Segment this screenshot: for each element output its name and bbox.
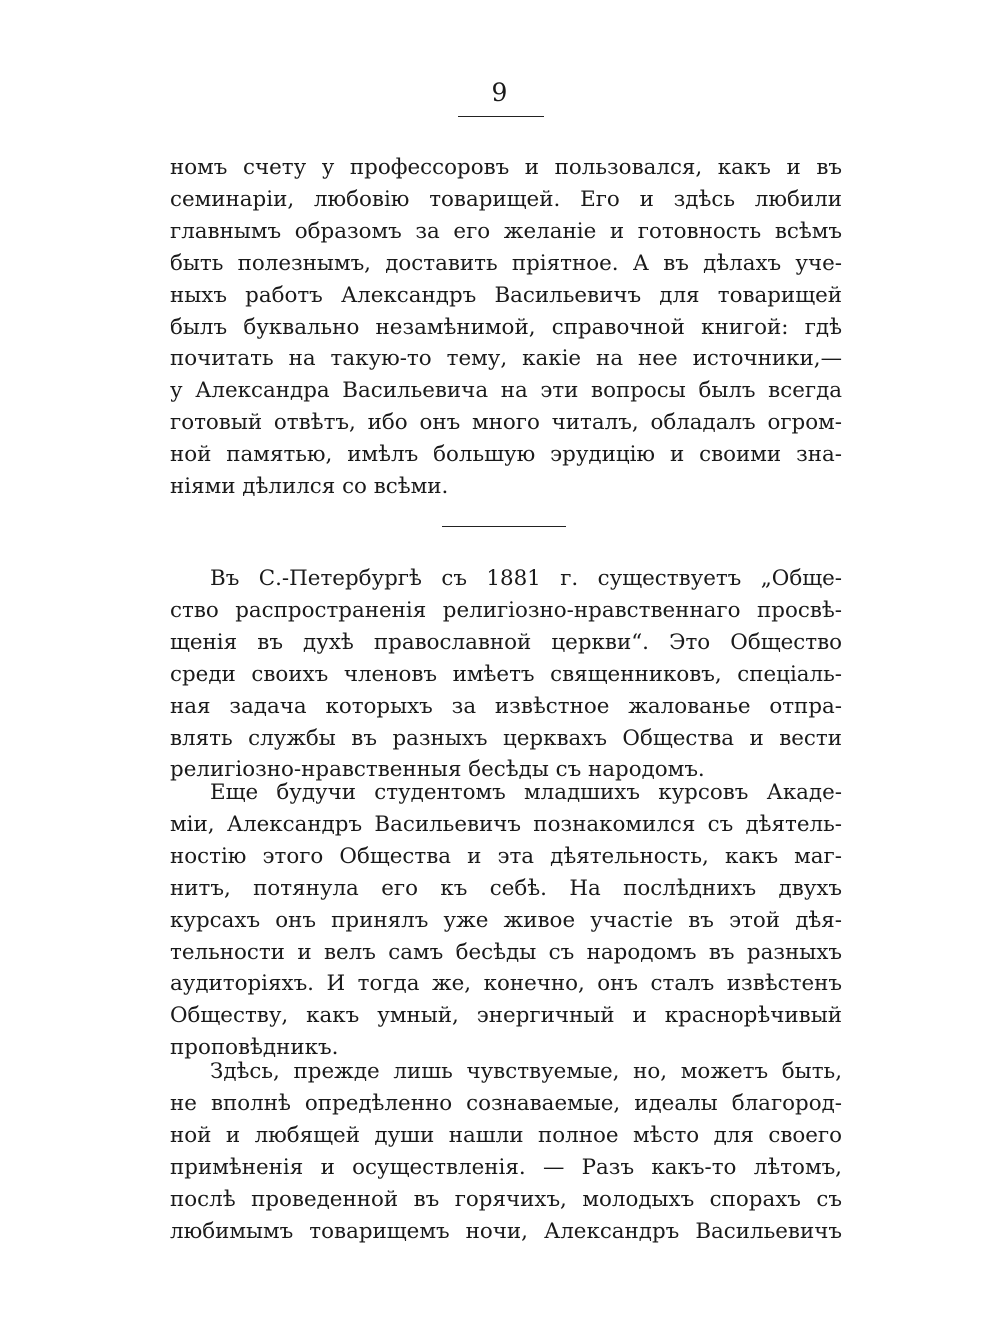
text-line: главнымъ образомъ за его желаніе и готовность всѣмъ bbox=[170, 218, 842, 244]
text-line: послѣ проведенной въ горячихъ, молодыхъ спорахъ съ bbox=[170, 1186, 842, 1212]
text-line: ностію этого Общества и эта дѣятельность, какъ маг- bbox=[170, 843, 842, 869]
text-line: ная задача которыхъ за извѣстное жалованье отпра- bbox=[170, 693, 842, 719]
text-line: религіозно-нравственныя бесѣды съ народомъ. bbox=[170, 757, 705, 783]
page-number: 9 bbox=[491, 78, 509, 107]
text-line: почитать на такую-то тему, какіе на нее источники,— bbox=[170, 346, 842, 372]
text-line: семинаріи, любовію товарищей. Его и здѣсь любили bbox=[170, 186, 842, 212]
text-line: Обществу, какъ умный, энергичный и краснорѣчивый bbox=[170, 1003, 842, 1029]
paragraph-3 bbox=[170, 777, 842, 1064]
page-number-rule bbox=[458, 116, 544, 117]
text-line: номъ счету у профессоровъ и пользовался, какъ и въ bbox=[170, 155, 842, 180]
text-line: примѣненія и осуществленія. — Разъ какъ-то лѣтомъ, bbox=[170, 1154, 842, 1180]
text-line: Еще будучи студентомъ младшихъ курсовъ Акаде- bbox=[210, 780, 842, 805]
text-line: ной памятью, имѣлъ большую эрудицію и своими зна- bbox=[170, 442, 842, 468]
text-line: Здѣсь, прежде лишь чувствуемые, но, можетъ быть, bbox=[210, 1059, 842, 1084]
text-line: проповѣдникъ. bbox=[170, 1035, 339, 1061]
text-line: не вполнѣ опредѣленно сознаваемые, идеалы благород- bbox=[170, 1090, 842, 1116]
text-line: былъ буквально незамѣнимой, справочной книгой: гдѣ bbox=[170, 314, 842, 340]
text-line: среди своихъ членовъ имѣетъ священниковъ, спеціаль- bbox=[170, 661, 842, 687]
text-line: міи, Александръ Васильевичъ познакомился съ дѣятель- bbox=[170, 811, 842, 837]
text-line: ныхъ работъ Александръ Васильевичъ для товарищей bbox=[170, 282, 842, 308]
text-line: ство распространенія религіозно-нравственнаго просвѣ- bbox=[170, 597, 842, 623]
text-line: любимымъ товарищемъ ночи, Александръ Васильевичъ bbox=[170, 1218, 842, 1244]
text-line: готовый отвѣтъ, ибо онъ много читалъ, обладалъ огром- bbox=[170, 410, 842, 436]
text-line: щенія въ духѣ православной церкви“. Это Общество bbox=[170, 629, 842, 655]
text-line: у Александра Васильевича на эти вопросы былъ всегда bbox=[170, 378, 842, 404]
text-line: курсахъ онъ принялъ уже живое участіе въ этой дѣя- bbox=[170, 907, 842, 933]
text-line: быть полезнымъ, доставить пріятное. А въ дѣлахъ уче- bbox=[170, 250, 842, 276]
text-line: тельности и велъ самъ бесѣды съ народомъ въ разныхъ bbox=[170, 939, 842, 965]
text-line: аудиторіяхъ. И тогда же, конечно, онъ сталъ извѣстенъ bbox=[170, 971, 842, 997]
paragraph-1 bbox=[170, 152, 842, 503]
text-line: влять службы въ разныхъ церквахъ Общества и вести bbox=[170, 725, 842, 751]
text-line: Въ С.-Петербургѣ съ 1881 г. существуетъ „Обще- bbox=[210, 566, 842, 591]
text-line: ніями дѣлился со всѣми. bbox=[170, 474, 449, 500]
paragraph-4 bbox=[170, 1056, 842, 1247]
section-divider bbox=[442, 526, 566, 527]
text-line: нитъ, потянула его къ себѣ. На послѣднихъ двухъ bbox=[170, 875, 842, 901]
paragraph-2 bbox=[170, 563, 842, 786]
text-line: ной и любящей души нашли полное мѣсто для своего bbox=[170, 1122, 842, 1148]
